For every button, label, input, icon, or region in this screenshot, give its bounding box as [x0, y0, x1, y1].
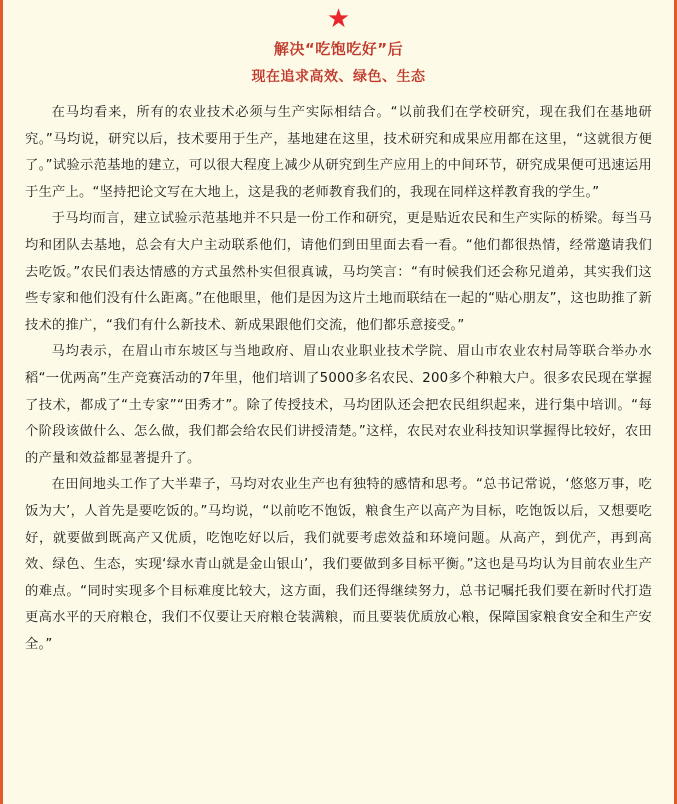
paragraph: 于马均而言，建立试验示范基地并不只是一份工作和研究，更是贴近农民和生产实际的桥梁。每当马均和团队去基地，总会有大户主动联系他们，请他们到田里面去看一看。“他们都很热情，经常邀请我们去吃饭。”农民们表达情感的方式虽然朴实但很真诚，马均笑言：“有时候我们还会称兄道弟，其实我们这些专家和他们没有什么距离。”在他眼里，他们是因为这片土地而联结在一起的“贴心朋友”，这也助推了新技术的推广，“我们有什么新技术、新成果跟他们交流，他们都乐意接受。”	[25, 211, 652, 333]
star-icon: ★	[326, 4, 351, 34]
paragraph: 马均表示，在眉山市东坡区与当地政府、眉山农业职业技术学院、眉山市农业农村局等联合举办水稻“一优两高”生产竞赛活动的7年里，他们培训了5000多名农民、200多个种粮大户。很多农民现在掌握了技术，都成了“土专家”“田秀才”。除了传授技术，马均团队还会把农民组织起来，进行集中培训。“每个阶段该做什么、怎么做，我们都会给农民们讲授清楚。”这样，农民对农业科技知识掌握得比较好，农田的产量和效益都显著提升了。	[25, 344, 652, 466]
paragraph: 在马均看来，所有的农业技术必须与生产实际相结合。“以前我们在学校研究，现在我们在基地研究。”马均说，研究以后，技术要用于生产，基地建在这里，技术研究和成果应用都在这里，“这就很方便了。”试验示范基地的建立，可以很大程度上减少从研究到生产应用上的中间环节，研究成果便可迅速运用于生产上。“坚持把论文写在大地上，这是我的老师教育我们的，我现在同样这样教育我的学生。”	[25, 105, 652, 200]
star-decoration	[3, 0, 674, 36]
article-body	[3, 92, 674, 658]
page-subtitle: 现在追求高效、绿色、生态	[251, 69, 426, 85]
paragraph: 在田间地头工作了大半辈子，马均对农业生产也有独特的感情和思考。“总书记常说，‘悠悠万事，吃饭为大’，人首先是要吃饭的。”马均说，“以前吃不饱饭，粮食生产以高产为目标，吃饱饭以后，又想要吃好，就要做到既高产又优质，吃饱吃好以后，我们就要考虑效益和环境问题。从高产，到优产，再到高效、绿色、生态，实现‘绿水青山就是金山银山’，我们要做到多目标平衡。”这也是马均认为目前农业生产的难点。“同时实现多个目标难度比较大，这方面，我们还得继续努力，总书记嘱托我们要在新时代打造更高水平的天府粮仓，我们不仅要让天府粮仓装满粮，而且要装优质放心粮，保障国家粮食安全和生产安全。”	[25, 477, 652, 652]
page-title: 解决“吃饱吃好”后	[273, 40, 404, 58]
article-headings	[3, 36, 674, 92]
